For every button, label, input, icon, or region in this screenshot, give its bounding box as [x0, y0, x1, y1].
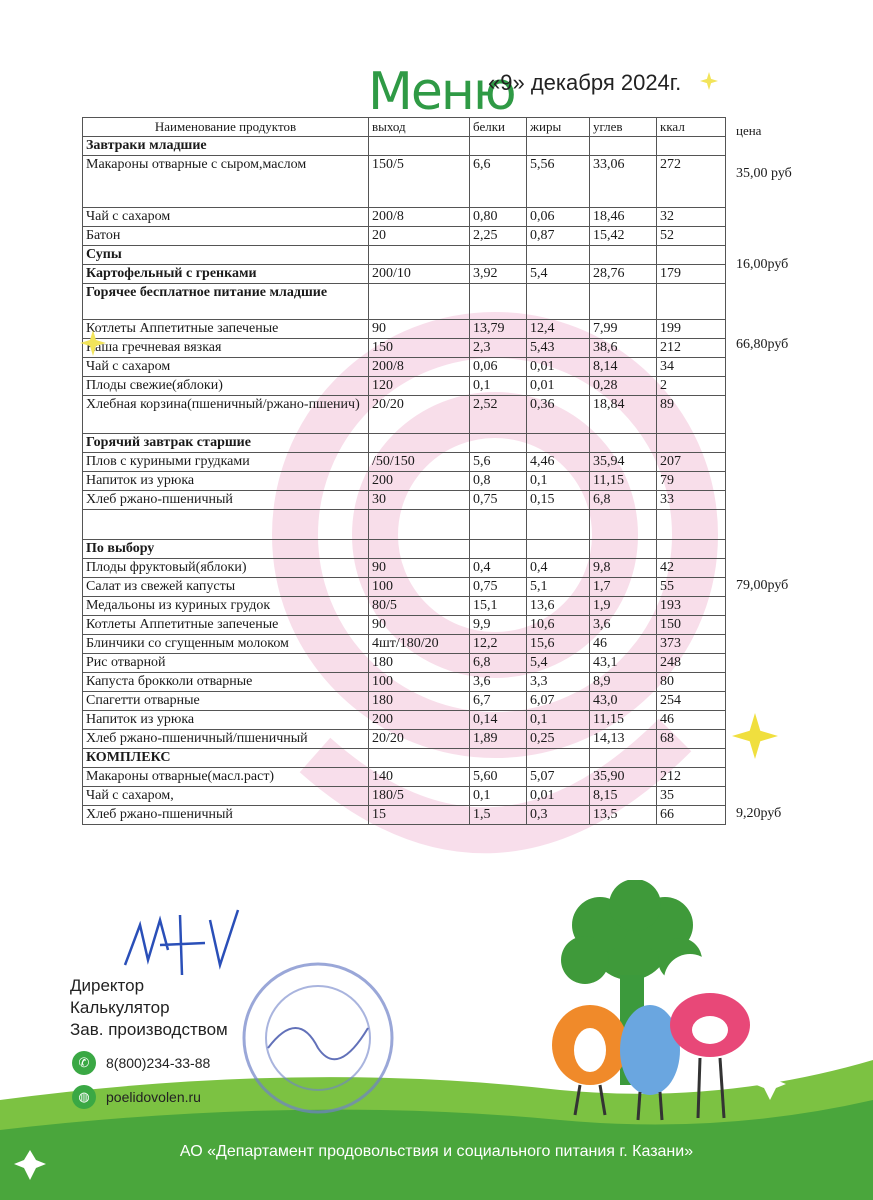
- empty-cell: [657, 434, 726, 453]
- empty-cell: [527, 540, 590, 559]
- dish-name: Медальоны из куриных грудок: [83, 597, 369, 616]
- dish-fat: 3,3: [527, 673, 590, 692]
- dish-fat: 0,87: [527, 227, 590, 246]
- dish-fat: 0,36: [527, 396, 590, 434]
- empty-cell: [527, 246, 590, 265]
- dish-output: 200: [369, 711, 470, 730]
- director-signature: [120, 905, 250, 985]
- table-row: [83, 635, 726, 654]
- dish-fat: 0,4: [527, 559, 590, 578]
- section-row: [83, 246, 726, 265]
- dish-name: Хлеб ржано-пшеничный/пшеничный: [83, 730, 369, 749]
- table-row: [83, 654, 726, 673]
- dish-carbs: 11,15: [590, 711, 657, 730]
- table-row: [83, 453, 726, 472]
- empty-cell: [470, 434, 527, 453]
- table-row: [83, 156, 726, 208]
- dish-carbs: 43,0: [590, 692, 657, 711]
- empty-cell: [369, 246, 470, 265]
- dish-protein: 0,8: [470, 472, 527, 491]
- dish-output: 30: [369, 491, 470, 510]
- dish-protein: 12,2: [470, 635, 527, 654]
- dish-output: 120: [369, 377, 470, 396]
- dish-protein: 3,6: [470, 673, 527, 692]
- dish-name: Котлеты Аппетитные запеченые: [83, 320, 369, 339]
- dish-protein: 0,80: [470, 208, 527, 227]
- dish-kcal: 55: [657, 578, 726, 597]
- dish-kcal: 66: [657, 806, 726, 825]
- dish-fat: 10,6: [527, 616, 590, 635]
- dish-kcal: 80: [657, 673, 726, 692]
- dish-carbs: 0,28: [590, 377, 657, 396]
- official-stamp: [238, 958, 398, 1118]
- dish-protein: 6,6: [470, 156, 527, 208]
- dish-output: 100: [369, 673, 470, 692]
- dish-name: Хлеб ржано-пшеничный: [83, 491, 369, 510]
- phone-contact: [72, 1051, 210, 1075]
- price-choice: 79,00руб: [736, 578, 789, 593]
- dish-carbs: 35,94: [590, 453, 657, 472]
- dish-fat: 5,1: [527, 578, 590, 597]
- dish-name: Спагетти отварные: [83, 692, 369, 711]
- dish-kcal: 35: [657, 787, 726, 806]
- dish-kcal: 212: [657, 339, 726, 358]
- dish-kcal: 89: [657, 396, 726, 434]
- dish-kcal: 42: [657, 559, 726, 578]
- dish-protein: 0,1: [470, 377, 527, 396]
- dish-output: 20/20: [369, 396, 470, 434]
- dish-protein: 9,9: [470, 616, 527, 635]
- dish-fat: 5,07: [527, 768, 590, 787]
- empty-cell: [470, 284, 527, 320]
- table-row: [83, 320, 726, 339]
- table-row: [83, 227, 726, 246]
- dish-name: Чай с сахаром: [83, 208, 369, 227]
- dish-output: 15: [369, 806, 470, 825]
- dish-carbs: 15,42: [590, 227, 657, 246]
- dish-fat: 0,3: [527, 806, 590, 825]
- table-row: [83, 806, 726, 825]
- dish-output: 200/10: [369, 265, 470, 284]
- col-carbs-header: углев: [590, 118, 657, 137]
- section-title: По выбору: [83, 540, 369, 559]
- head-production-label: Зав. производством: [70, 1020, 228, 1039]
- dish-kcal: 248: [657, 654, 726, 673]
- section-title: Горячий завтрак старшие: [83, 434, 369, 453]
- empty-cell: [369, 284, 470, 320]
- dish-output: 140: [369, 768, 470, 787]
- empty-cell: [657, 510, 726, 540]
- dish-carbs: 28,76: [590, 265, 657, 284]
- empty-cell: [590, 749, 657, 768]
- globe-icon: ◍: [72, 1085, 96, 1109]
- dish-protein: 0,75: [470, 578, 527, 597]
- calculator-label: Калькулятор: [70, 998, 170, 1017]
- signatories: [70, 975, 228, 1041]
- dish-kcal: 193: [657, 597, 726, 616]
- dish-name: Котлеты Аппетитные запеченые: [83, 616, 369, 635]
- table-row: [83, 616, 726, 635]
- empty-cell: [369, 137, 470, 156]
- dish-output: 90: [369, 559, 470, 578]
- dish-fat: 0,01: [527, 358, 590, 377]
- dish-fat: 6,07: [527, 692, 590, 711]
- dish-fat: 0,15: [527, 491, 590, 510]
- menu-title: Меню: [368, 62, 515, 122]
- table-row: [83, 692, 726, 711]
- dish-protein: 0,14: [470, 711, 527, 730]
- dish-output: 20: [369, 227, 470, 246]
- dish-carbs: 33,06: [590, 156, 657, 208]
- dish-output: 90: [369, 616, 470, 635]
- dish-protein: 1,89: [470, 730, 527, 749]
- dish-protein: 0,06: [470, 358, 527, 377]
- dish-carbs: 43,1: [590, 654, 657, 673]
- dish-kcal: 34: [657, 358, 726, 377]
- table-row: [83, 730, 726, 749]
- dish-fat: 4,46: [527, 453, 590, 472]
- blank-row: [83, 510, 726, 540]
- dish-name: Хлеб ржано-пшеничный: [83, 806, 369, 825]
- dish-kcal: 373: [657, 635, 726, 654]
- dish-output: 90: [369, 320, 470, 339]
- section-row: [83, 749, 726, 768]
- empty-cell: [657, 749, 726, 768]
- dish-protein: 2,3: [470, 339, 527, 358]
- empty-cell: [83, 510, 369, 540]
- price-free-hot-meal: 66,80руб: [736, 337, 789, 352]
- table-row: [83, 578, 726, 597]
- empty-cell: [590, 540, 657, 559]
- dish-fat: 5,43: [527, 339, 590, 358]
- table-row: [83, 472, 726, 491]
- dish-name: Батон: [83, 227, 369, 246]
- dish-carbs: 18,84: [590, 396, 657, 434]
- dish-name: Напиток из урюка: [83, 472, 369, 491]
- col-fat-header: жиры: [527, 118, 590, 137]
- dish-kcal: 46: [657, 711, 726, 730]
- dish-protein: 6,7: [470, 692, 527, 711]
- phone-number[interactable]: 8(800)234-33-88: [106, 1055, 211, 1071]
- menu-date: «9» декабря 2024г.: [488, 70, 682, 95]
- vegetable-mascots-illustration: [540, 880, 780, 1130]
- table-row: [83, 265, 726, 284]
- dish-kcal: 254: [657, 692, 726, 711]
- empty-cell: [369, 434, 470, 453]
- dish-output: 150: [369, 339, 470, 358]
- dish-name: Блинчики со сгущенным молоком: [83, 635, 369, 654]
- dish-name: Салат из свежей капусты: [83, 578, 369, 597]
- dish-output: 80/5: [369, 597, 470, 616]
- dish-protein: 3,92: [470, 265, 527, 284]
- dish-output: 150/5: [369, 156, 470, 208]
- table-row: [83, 339, 726, 358]
- dish-protein: 13,79: [470, 320, 527, 339]
- dish-name: Капуста брокколи отварные: [83, 673, 369, 692]
- dish-kcal: 207: [657, 453, 726, 472]
- empty-cell: [657, 284, 726, 320]
- menu-table: [82, 117, 726, 825]
- dish-carbs: 11,15: [590, 472, 657, 491]
- dish-protein: 5,6: [470, 453, 527, 472]
- col-kcal-header: ккал: [657, 118, 726, 137]
- empty-cell: [369, 510, 470, 540]
- dish-fat: 5,4: [527, 654, 590, 673]
- table-header-row: [83, 118, 726, 137]
- empty-cell: [527, 749, 590, 768]
- table-row: [83, 396, 726, 434]
- price-soups: 16,00руб: [736, 257, 789, 272]
- dish-output: 200: [369, 472, 470, 491]
- dish-protein: 5,60: [470, 768, 527, 787]
- dish-kcal: 79: [657, 472, 726, 491]
- empty-cell: [590, 434, 657, 453]
- dish-output: 20/20: [369, 730, 470, 749]
- section-title: Супы: [83, 246, 369, 265]
- website-link[interactable]: poelidovolen.ru: [106, 1089, 201, 1105]
- empty-cell: [470, 137, 527, 156]
- section-title: Завтраки младшие: [83, 137, 369, 156]
- sparkle-icon: [732, 713, 778, 759]
- table-row: [83, 377, 726, 396]
- empty-cell: [527, 137, 590, 156]
- sparkle-icon: [700, 72, 718, 90]
- dish-carbs: 46: [590, 635, 657, 654]
- dish-kcal: 2: [657, 377, 726, 396]
- table-row: [83, 711, 726, 730]
- dish-carbs: 7,99: [590, 320, 657, 339]
- dish-protein: 0,1: [470, 787, 527, 806]
- empty-cell: [470, 246, 527, 265]
- dish-name: Чай с сахаром,: [83, 787, 369, 806]
- dish-kcal: 272: [657, 156, 726, 208]
- empty-cell: [527, 284, 590, 320]
- col-output-header: выход: [369, 118, 470, 137]
- dish-kcal: 179: [657, 265, 726, 284]
- empty-cell: [369, 749, 470, 768]
- website-contact: [72, 1085, 201, 1109]
- dish-output: /50/150: [369, 453, 470, 472]
- dish-name: Плоды фруктовый(яблоки): [83, 559, 369, 578]
- dish-name: Чай с сахаром: [83, 358, 369, 377]
- table-row: [83, 768, 726, 787]
- table-row: [83, 358, 726, 377]
- empty-cell: [369, 540, 470, 559]
- dish-protein: 6,8: [470, 654, 527, 673]
- director-label: Директор: [70, 976, 145, 995]
- col-name-header: Наименование продуктов: [83, 118, 369, 137]
- dish-name: Рис отварной: [83, 654, 369, 673]
- dish-name: Макароны отварные с сыром,маслом: [83, 156, 369, 208]
- dish-kcal: 199: [657, 320, 726, 339]
- sparkle-icon: [80, 330, 106, 356]
- dish-kcal: 32: [657, 208, 726, 227]
- dish-carbs: 8,14: [590, 358, 657, 377]
- dish-protein: 0,75: [470, 491, 527, 510]
- dish-name: Картофельный с гренками: [83, 265, 369, 284]
- dish-fat: 0,01: [527, 787, 590, 806]
- empty-cell: [590, 284, 657, 320]
- empty-cell: [470, 749, 527, 768]
- dish-carbs: 18,46: [590, 208, 657, 227]
- organization-name: АО «Департамент продовольствия и социального питания г. Казани»: [179, 1143, 694, 1160]
- dish-name: Каша гречневая вязкая: [83, 339, 369, 358]
- dish-name: Макароны отварные(масл.раст): [83, 768, 369, 787]
- dish-name: Плоды свежие(яблоки): [83, 377, 369, 396]
- dish-output: 180/5: [369, 787, 470, 806]
- col-protein-header: белки: [470, 118, 527, 137]
- dish-output: 180: [369, 692, 470, 711]
- phone-icon: ✆: [72, 1051, 96, 1075]
- dish-protein: 0,4: [470, 559, 527, 578]
- price-complex: 9,20руб: [736, 806, 782, 821]
- dish-kcal: 68: [657, 730, 726, 749]
- empty-cell: [657, 540, 726, 559]
- section-row: [83, 284, 726, 320]
- dish-kcal: 52: [657, 227, 726, 246]
- dish-output: 200/8: [369, 208, 470, 227]
- dish-carbs: 35,90: [590, 768, 657, 787]
- dish-output: 200/8: [369, 358, 470, 377]
- dish-name: Напиток из урюка: [83, 711, 369, 730]
- dish-fat: 0,06: [527, 208, 590, 227]
- dish-protein: 1,5: [470, 806, 527, 825]
- dish-output: 4шт/180/20: [369, 635, 470, 654]
- dish-carbs: 8,15: [590, 787, 657, 806]
- col-price-header: цена: [736, 123, 762, 138]
- dish-protein: 15,1: [470, 597, 527, 616]
- table-row: [83, 597, 726, 616]
- dish-name: Плов с куриными грудками: [83, 453, 369, 472]
- section-row: [83, 137, 726, 156]
- empty-cell: [590, 246, 657, 265]
- dish-carbs: 14,13: [590, 730, 657, 749]
- table-row: [83, 208, 726, 227]
- dish-output: 100: [369, 578, 470, 597]
- section-row: [83, 434, 726, 453]
- dish-kcal: 150: [657, 616, 726, 635]
- dish-carbs: 8,9: [590, 673, 657, 692]
- empty-cell: [470, 510, 527, 540]
- empty-cell: [657, 137, 726, 156]
- empty-cell: [527, 510, 590, 540]
- dish-output: 180: [369, 654, 470, 673]
- dish-carbs: 9,8: [590, 559, 657, 578]
- dish-protein: 2,52: [470, 396, 527, 434]
- empty-cell: [657, 246, 726, 265]
- section-title: КОМПЛЕКС: [83, 749, 369, 768]
- table-row: [83, 673, 726, 692]
- dish-fat: 15,6: [527, 635, 590, 654]
- dish-fat: 0,01: [527, 377, 590, 396]
- dish-kcal: 212: [657, 768, 726, 787]
- dish-fat: 5,4: [527, 265, 590, 284]
- empty-cell: [470, 540, 527, 559]
- dish-fat: 5,56: [527, 156, 590, 208]
- dish-carbs: 3,6: [590, 616, 657, 635]
- table-row: [83, 491, 726, 510]
- dish-fat: 0,1: [527, 711, 590, 730]
- section-title: Горячее бесплатное питание младшие: [83, 284, 369, 320]
- dish-fat: 13,6: [527, 597, 590, 616]
- dish-fat: 0,25: [527, 730, 590, 749]
- section-row: [83, 540, 726, 559]
- dish-carbs: 6,8: [590, 491, 657, 510]
- dish-protein: 2,25: [470, 227, 527, 246]
- table-row: [83, 787, 726, 806]
- dish-fat: 12,4: [527, 320, 590, 339]
- empty-cell: [590, 510, 657, 540]
- price-breakfast-junior: 35,00 руб: [736, 166, 792, 181]
- dish-kcal: 33: [657, 491, 726, 510]
- empty-cell: [590, 137, 657, 156]
- empty-cell: [527, 434, 590, 453]
- dish-carbs: 1,7: [590, 578, 657, 597]
- table-row: [83, 559, 726, 578]
- dish-fat: 0,1: [527, 472, 590, 491]
- dish-carbs: 1,9: [590, 597, 657, 616]
- dish-carbs: 13,5: [590, 806, 657, 825]
- dish-name: Хлебная корзина(пшеничный/ржано-пшенич): [83, 396, 369, 434]
- dish-carbs: 38,6: [590, 339, 657, 358]
